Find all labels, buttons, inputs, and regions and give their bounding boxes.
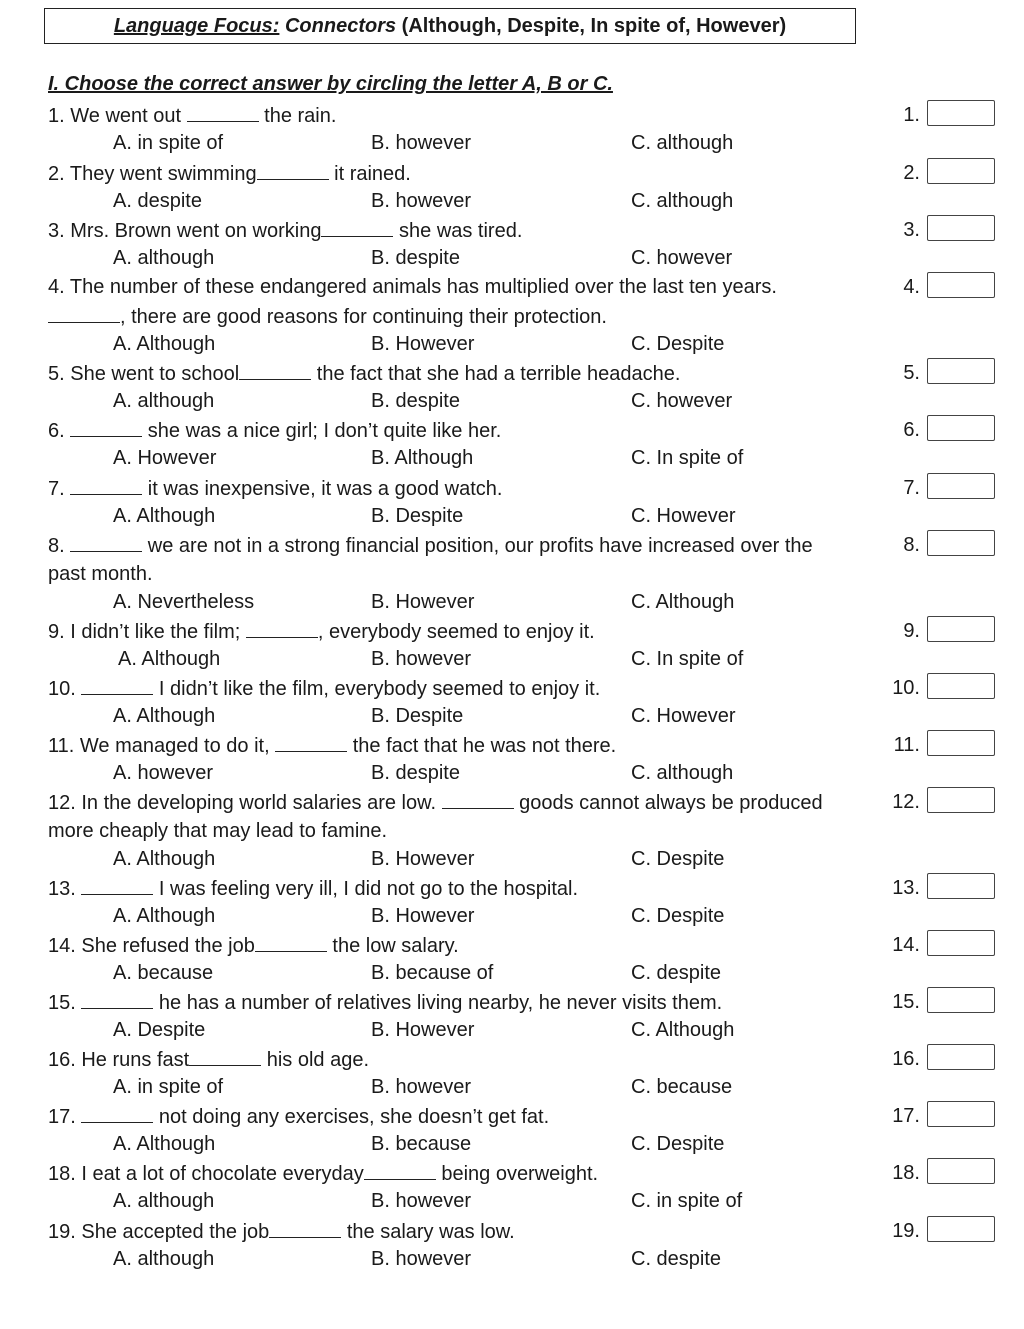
- answer-number: 10.: [892, 677, 920, 699]
- option-b[interactable]: B. however: [371, 1076, 472, 1098]
- question-text-before: He runs fast: [81, 1049, 190, 1071]
- answer-blank: [321, 219, 393, 237]
- question-stem: [48, 477, 502, 501]
- option-c[interactable]: C. however: [631, 247, 733, 269]
- options-row: [0, 445, 1024, 473]
- question-number: 13.: [48, 878, 82, 900]
- option-c[interactable]: C. in spite of: [631, 1190, 743, 1212]
- option-a[interactable]: A. although: [113, 247, 215, 269]
- question-text-after: he has a number of relatives living nearby, he never visits them.: [153, 992, 723, 1014]
- question-text-before: I didn’t like the film;: [70, 621, 246, 643]
- question-stem: [48, 620, 595, 644]
- question-row: [0, 732, 1024, 760]
- options-row: [0, 589, 1024, 617]
- question-text-after: being overweight.: [435, 1163, 599, 1185]
- question-text-before: She accepted the job: [81, 1221, 270, 1243]
- option-c[interactable]: C. Despite: [631, 905, 725, 927]
- option-b[interactable]: B. However: [371, 333, 475, 355]
- answer-number: 19.: [892, 1220, 920, 1242]
- question-stem: [48, 534, 813, 558]
- answer-number: 4.: [903, 276, 920, 298]
- answer-blank: [255, 934, 327, 952]
- answer-number: 11.: [893, 734, 920, 756]
- question-number: 5.: [48, 363, 71, 385]
- question-row: [0, 675, 1024, 703]
- answer-blank: [81, 677, 153, 695]
- answer-number: 2.: [903, 162, 920, 184]
- answer-box[interactable]: [927, 1101, 995, 1127]
- options-row: [0, 245, 1024, 273]
- question-continuation-row: [0, 818, 1024, 846]
- answer-number: 3.: [903, 219, 920, 241]
- option-b[interactable]: B. despite: [371, 762, 460, 784]
- question-continuation-row: [0, 561, 1024, 589]
- question-text-after: goods cannot always be produced: [513, 792, 823, 814]
- worksheet-title: [44, 8, 856, 44]
- option-c[interactable]: C. although: [631, 132, 734, 154]
- answer-number: 14.: [892, 934, 920, 956]
- option-a[interactable]: A. Although: [113, 333, 216, 355]
- question-number: 14.: [48, 935, 82, 957]
- question-text-after: , everybody seemed to enjoy it.: [317, 621, 595, 643]
- question-row: [0, 417, 1024, 445]
- option-c[interactable]: C. however: [631, 390, 733, 412]
- question-text-after: she was tired.: [393, 220, 523, 242]
- option-a[interactable]: A. in spite of: [113, 132, 224, 154]
- question-text-after: the rain.: [258, 105, 337, 127]
- option-a[interactable]: A. although: [113, 1190, 215, 1212]
- question-number: 12.: [48, 792, 82, 814]
- answer-blank: [81, 877, 153, 895]
- option-b[interactable]: B. however: [371, 132, 472, 154]
- answer-box[interactable]: [927, 787, 995, 813]
- question-stem: [48, 934, 459, 958]
- option-a[interactable]: A. Although: [113, 1133, 216, 1155]
- question-row: [0, 618, 1024, 646]
- option-c[interactable]: C. In spite of: [631, 447, 744, 469]
- question-stem: [48, 734, 616, 758]
- continuation-text: , there are good reasons for continuing their protection.: [120, 306, 607, 328]
- option-c[interactable]: C. because: [631, 1076, 733, 1098]
- option-a[interactable]: A. although: [113, 390, 215, 412]
- option-b[interactable]: B. However: [371, 905, 475, 927]
- option-c[interactable]: C. Despite: [631, 848, 725, 870]
- answer-box[interactable]: [927, 158, 995, 184]
- answer-box[interactable]: [927, 215, 995, 241]
- question-row: [0, 102, 1024, 130]
- option-c[interactable]: C. However: [631, 505, 736, 527]
- answer-box[interactable]: [927, 873, 995, 899]
- question-number: 7.: [48, 478, 71, 500]
- answer-number: 7.: [903, 477, 920, 499]
- option-b[interactable]: B. however: [371, 190, 472, 212]
- question-row: [0, 475, 1024, 503]
- question-number: 6.: [48, 420, 71, 442]
- option-b[interactable]: B. however: [371, 1190, 472, 1212]
- question-stem: [48, 1220, 515, 1244]
- question-number: 4.: [48, 276, 70, 298]
- option-a[interactable]: A. Although: [113, 505, 216, 527]
- options-row: [0, 703, 1024, 731]
- question-continuation-row: [0, 303, 1024, 331]
- question-stem: [48, 219, 522, 243]
- answer-box[interactable]: [927, 987, 995, 1013]
- answer-number: 9.: [903, 620, 920, 642]
- options-row: [0, 1074, 1024, 1102]
- answer-number: 15.: [892, 991, 920, 1013]
- option-c[interactable]: C. Despite: [631, 1133, 725, 1155]
- question-number: 15.: [48, 992, 82, 1014]
- question-text-after: the fact that he was not there.: [347, 735, 617, 757]
- answer-number: 17.: [892, 1105, 920, 1127]
- answer-blank: [187, 104, 259, 122]
- answer-blank: [246, 620, 318, 638]
- question-text-after: it was inexpensive, it was a good watch.: [142, 478, 503, 500]
- option-c[interactable]: C. Despite: [631, 333, 725, 355]
- answer-number: 1.: [903, 104, 920, 126]
- question-row: [0, 875, 1024, 903]
- question-row: [0, 360, 1024, 388]
- option-c[interactable]: C. despite: [631, 1248, 722, 1270]
- options-row: [0, 188, 1024, 216]
- question-text-after: she was a nice girl; I don’t quite like her.: [142, 420, 502, 442]
- question-continuation: [48, 305, 607, 329]
- question-row: [0, 989, 1024, 1017]
- answer-number: 13.: [892, 877, 920, 899]
- question-continuation: [48, 563, 153, 586]
- answer-blank: [364, 1162, 436, 1180]
- option-b[interactable]: B. Although: [371, 447, 474, 469]
- option-a[interactable]: A. Although: [113, 848, 216, 870]
- question-text-before: I eat a lot of chocolate everyday: [81, 1163, 364, 1185]
- question-text-after: I was feeling very ill, I did not go to the hospital.: [153, 878, 579, 900]
- question-row: [0, 1046, 1024, 1074]
- option-b[interactable]: B. However: [371, 591, 475, 613]
- option-a[interactable]: A. because: [113, 962, 214, 984]
- question-number: 11.: [48, 735, 80, 757]
- question-stem: [48, 1105, 549, 1129]
- question-number: 19.: [48, 1221, 82, 1243]
- option-c[interactable]: C. However: [631, 705, 736, 727]
- answer-blank: [48, 305, 120, 323]
- answer-blank: [275, 734, 347, 752]
- question-row: [0, 1160, 1024, 1188]
- question-stem: [48, 362, 680, 386]
- options-row: [0, 760, 1024, 788]
- question-row: [0, 932, 1024, 960]
- answer-box[interactable]: [927, 673, 995, 699]
- answer-blank: [70, 477, 142, 495]
- answer-number: 16.: [892, 1048, 920, 1070]
- option-c[interactable]: C. although: [631, 762, 734, 784]
- answer-number: 8.: [903, 534, 920, 556]
- option-a[interactable]: A. Nevertheless: [113, 591, 255, 613]
- question-stem: [48, 276, 777, 299]
- answer-number: 12.: [892, 791, 920, 813]
- option-a[interactable]: A. Although: [118, 648, 221, 670]
- answer-blank: [442, 791, 514, 809]
- option-c[interactable]: C. Although: [631, 1019, 735, 1041]
- question-text-after: his old age.: [261, 1049, 370, 1071]
- answer-box[interactable]: [927, 930, 995, 956]
- answer-number: 18.: [892, 1162, 920, 1184]
- question-text-before: She refused the job: [81, 935, 255, 957]
- question-number: 10.: [48, 678, 82, 700]
- options-row: [0, 646, 1024, 674]
- options-row: [0, 1246, 1024, 1274]
- answer-box[interactable]: [927, 530, 995, 556]
- title-connectors: (Although, Despite, In spite of, However): [401, 14, 787, 37]
- question-row: [0, 274, 1024, 302]
- question-text-after: the salary was low.: [341, 1221, 515, 1243]
- title-subject: Connectors: [284, 14, 397, 37]
- option-b[interactable]: B. However: [371, 848, 475, 870]
- answer-number: 5.: [903, 362, 920, 384]
- question-stem: [48, 991, 722, 1015]
- question-row: [0, 1218, 1024, 1246]
- question-number: 3.: [48, 220, 71, 242]
- options-row: [0, 503, 1024, 531]
- answer-box[interactable]: [927, 358, 995, 384]
- answer-blank: [70, 419, 142, 437]
- question-text-before: We managed to do it,: [79, 735, 276, 757]
- question-continuation: [48, 820, 387, 843]
- option-a[interactable]: A. However: [113, 447, 217, 469]
- question-text: The number of these endangered animals has multiplied over the last ten years.: [69, 276, 777, 298]
- answer-box[interactable]: [927, 1044, 995, 1070]
- question-text-after: it rained.: [328, 163, 411, 185]
- question-row: [0, 217, 1024, 245]
- option-b[interactable]: B. However: [371, 1019, 475, 1041]
- question-text-after: not doing any exercises, she doesn’t get fat.: [153, 1106, 550, 1128]
- options-row: [0, 903, 1024, 931]
- option-a[interactable]: A. Although: [113, 905, 216, 927]
- question-stem: [48, 791, 823, 815]
- option-c[interactable]: C. In spite of: [631, 648, 744, 670]
- question-stem: [48, 1048, 369, 1072]
- answer-blank: [189, 1048, 261, 1066]
- options-row: [0, 1131, 1024, 1159]
- question-number: 9.: [48, 621, 71, 643]
- option-b[interactable]: B. despite: [371, 247, 460, 269]
- question-text-before: In the developing world salaries are low.: [81, 792, 442, 814]
- answer-box[interactable]: [927, 1158, 995, 1184]
- option-a[interactable]: A. Despite: [113, 1019, 206, 1041]
- options-row: [0, 960, 1024, 988]
- answer-blank: [70, 534, 142, 552]
- option-c[interactable]: C. despite: [631, 962, 722, 984]
- answer-blank: [81, 1105, 153, 1123]
- option-c[interactable]: C. Although: [631, 591, 735, 613]
- option-a[interactable]: A. however: [113, 762, 214, 784]
- answer-box[interactable]: [927, 272, 995, 298]
- answer-blank: [239, 362, 311, 380]
- question-text-after: the low salary.: [326, 935, 459, 957]
- options-row: [0, 1017, 1024, 1045]
- option-a[interactable]: A. although: [113, 1248, 215, 1270]
- options-row: [0, 1188, 1024, 1216]
- answer-box[interactable]: [927, 616, 995, 642]
- option-b[interactable]: B. because of: [371, 962, 494, 984]
- question-row: [0, 1103, 1024, 1131]
- answer-blank: [257, 162, 329, 180]
- options-row: [0, 388, 1024, 416]
- options-row: [0, 130, 1024, 158]
- option-b[interactable]: B. Despite: [371, 705, 464, 727]
- question-stem: [48, 104, 336, 128]
- question-number: 16.: [48, 1049, 82, 1071]
- question-row: [0, 532, 1024, 560]
- continuation-text: more cheaply that may lead to famine.: [48, 820, 388, 842]
- question-text-after: the fact that she had a terrible headache.: [311, 363, 681, 385]
- option-b[interactable]: B. because: [371, 1133, 472, 1155]
- question-number: 2.: [48, 163, 70, 185]
- question-text-before: Mrs. Brown went on working: [70, 220, 322, 242]
- options-row: [0, 331, 1024, 359]
- question-number: 1.: [48, 105, 71, 127]
- option-c[interactable]: C. although: [631, 190, 734, 212]
- answer-box[interactable]: [927, 473, 995, 499]
- continuation-text: past month.: [48, 563, 153, 585]
- question-stem: [48, 1162, 598, 1186]
- question-text-before: We went out: [70, 105, 187, 127]
- option-a[interactable]: A. in spite of: [113, 1076, 224, 1098]
- question-number: 8.: [48, 535, 71, 557]
- answer-box[interactable]: [927, 730, 995, 756]
- option-a[interactable]: A. despite: [113, 190, 202, 212]
- question-stem: [48, 162, 411, 186]
- question-stem: [48, 877, 578, 901]
- question-number: 17.: [48, 1106, 82, 1128]
- question-text-before: She went to school: [70, 363, 240, 385]
- section-instruction: I. Choose the correct answer by circling the letter A, B or C.: [48, 73, 613, 95]
- question-text-after: I didn’t like the film, everybody seemed to enjoy it.: [153, 678, 601, 700]
- question-row: [0, 160, 1024, 188]
- option-b[interactable]: B. Despite: [371, 505, 464, 527]
- question-stem: [48, 419, 501, 443]
- answer-box[interactable]: [927, 100, 995, 126]
- question-row: [0, 789, 1024, 817]
- question-stem: [48, 677, 600, 701]
- option-a[interactable]: A. Although: [113, 705, 216, 727]
- question-text-before: They went swimming: [69, 163, 257, 185]
- answer-number: 6.: [903, 419, 920, 441]
- question-number: 18.: [48, 1163, 82, 1185]
- option-b[interactable]: B. however: [371, 1248, 472, 1270]
- answer-blank: [81, 991, 153, 1009]
- answer-box[interactable]: [927, 415, 995, 441]
- question-text-after: we are not in a strong financial position, our profits have increased over the: [142, 535, 813, 557]
- options-row: [0, 846, 1024, 874]
- answer-blank: [269, 1220, 341, 1238]
- answer-box[interactable]: [927, 1216, 995, 1242]
- option-b[interactable]: B. despite: [371, 390, 460, 412]
- option-b[interactable]: B. however: [371, 648, 472, 670]
- title-topic: Language Focus:: [113, 14, 280, 37]
